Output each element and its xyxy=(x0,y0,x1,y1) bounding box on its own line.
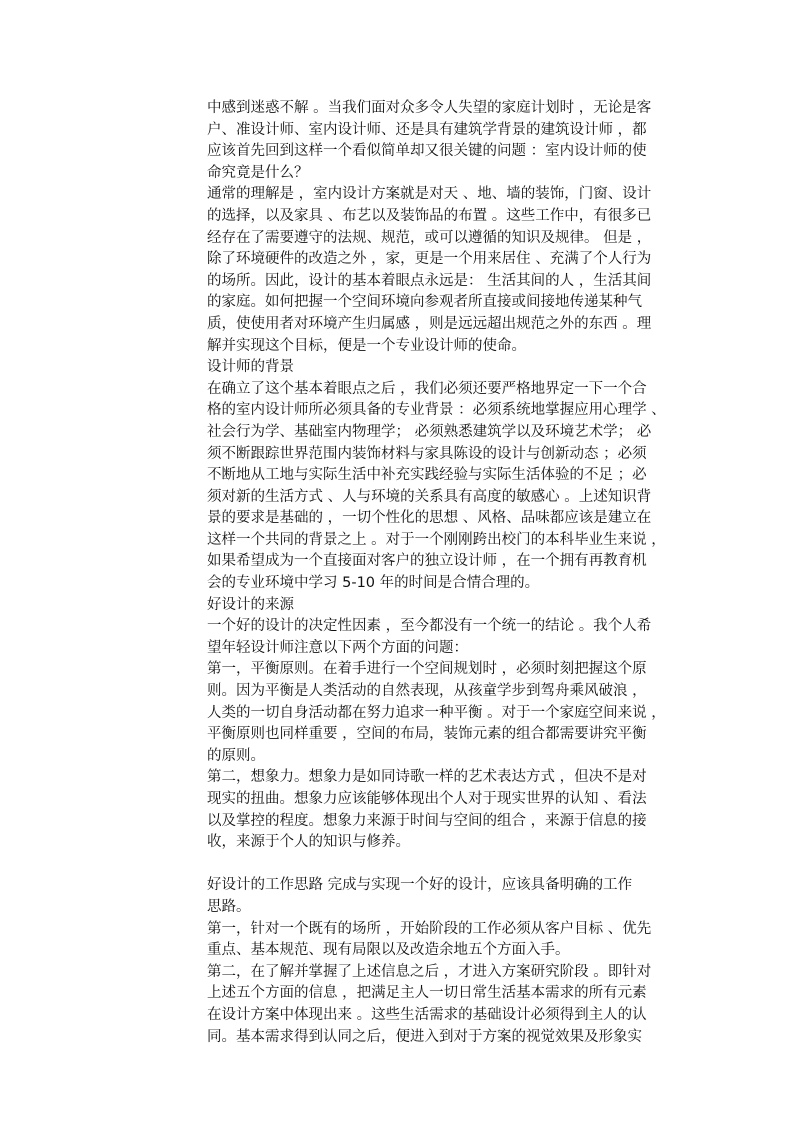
balance-paragraph xyxy=(207,659,667,767)
text-line: 望年轻设计师注意以下两个方面的问题： xyxy=(207,639,468,656)
text-line: 命究竟是什么？ xyxy=(207,164,309,181)
section-heading: 设计师的背景 xyxy=(207,359,294,376)
text-line: 上述五个方面的信息 ，把满足主人一切日常生活基本需求的所有元素 xyxy=(207,985,647,1002)
text-line: 解并实现这个目标，便是一个专业设计师的使命。 xyxy=(207,337,526,354)
text-line: 一个好的设计的决定性因素 ，至今都没有一个统一的结论 。我个人希 xyxy=(207,618,652,635)
intro-paragraph xyxy=(207,98,667,184)
heading-good-design-source xyxy=(207,595,667,617)
blank-line xyxy=(207,854,667,876)
text-line: 的原则。 xyxy=(207,747,265,764)
workflow-paragraph xyxy=(207,875,667,918)
background-paragraph xyxy=(207,379,667,595)
text-line: 通常的理解是 ，室内设计方案就是对天 、地、墙的装饰，门窗、设计 xyxy=(207,186,652,203)
text-line: 的家庭。如何把握一个空间环境向参观者所直接或间接地传递某种气 xyxy=(207,294,642,311)
text-line: 第一，针对一个既有的场所 ，开始阶段的工作必须从客户目标 、优先 xyxy=(207,920,652,937)
text-line: 在确立了这个基本着眼点之后 ，我们必须还要严格地界定一下一个合 xyxy=(207,380,647,397)
text-line: 以及掌控的程度。想象力来源于时间与空间的组合 ，来源于信息的接 xyxy=(207,812,647,829)
text-line: 经存在了需要遵守的法规、规范，或可以遵循的知识及规律。 但是 ， xyxy=(207,229,652,246)
text-line: 第二，在了解并掌握了上述信息之后 ，才进入方案研究阶段 。即针对 xyxy=(207,963,652,980)
text-line: 重点、基本规范、现有局限以及改造余地五个方面入手。 xyxy=(207,942,570,959)
text-line: 不断地从工地与实际生活中补充实践经验与实际生活体验的不足 ；必 xyxy=(207,467,647,484)
text-line: 同。基本需求得到认同之后，便进入到对于方案的视觉效果及形象实 xyxy=(207,1028,642,1045)
text-line: 第二，想象力。想象力是如同诗歌一样的艺术表达方式 ，但决不是对 xyxy=(207,769,647,786)
step-one-paragraph xyxy=(207,919,667,962)
text-line: 社会行为学、基础室内物理学； 必须熟悉建筑学以及环境艺术学； 必 xyxy=(207,423,652,440)
text-line: 户、准设计师、室内设计师、还是具有建筑学背景的建筑设计师 ，都 xyxy=(207,121,647,138)
text-line: 的选择，以及家具 、布艺以及装饰品的布置 。这些工作中，有很多已 xyxy=(207,207,652,224)
section-heading: 好设计的来源 xyxy=(207,596,294,613)
text-line: 则。因为平衡是人类活动的自然表现，从孩童学步到驾舟乘风破浪 ， xyxy=(207,683,647,700)
text-line: 第一，平衡原则。在着手进行一个空间规划时 ，必须时刻把握这个原 xyxy=(207,661,647,678)
heading-designer-background xyxy=(207,357,667,379)
text-line: 景的要求是基础的 ，一切个性化的思想 、风格、品味都应该是建立在 xyxy=(207,510,652,527)
document-body xyxy=(207,98,667,1048)
text-line: 收，来源于个人的知识与修养。 xyxy=(207,834,410,851)
text-line: 须对新的生活方式 、人与环境的关系具有高度的敏感心 。上述知识背 xyxy=(207,488,652,505)
text-line: 这样一个共同的背景之上 。对于一个刚刚跨出校门的本科毕业生来说 ， xyxy=(207,531,666,548)
text-line: 如果希望成为一个直接面对客户的独立设计师 ，在一个拥有再教育机 xyxy=(207,553,647,570)
text-line: 须不断跟踪世界范围内装饰材料与家具陈设的设计与创新动态 ；必须 xyxy=(207,445,647,462)
step-two-paragraph xyxy=(207,962,667,1048)
text-line: 在设计方案中体现出来 。这些生活需求的基础设计必须得到主人的认 xyxy=(207,1006,647,1023)
source-paragraph xyxy=(207,616,667,659)
text-line: 思路。 xyxy=(207,898,251,915)
text-line: 除了环境硬件的改造之外 ，家，更是一个用来居住 、充满了个人行为 xyxy=(207,251,652,268)
mission-paragraph xyxy=(207,184,667,357)
text-line: 质，使使用者对环境产生归属感 ，则是远远超出规范之外的东西 。理 xyxy=(207,315,652,332)
imagination-paragraph xyxy=(207,767,667,853)
text-line: 的场所。因此，设计的基本着眼点永远是： 生活其间的人 ，生活其间 xyxy=(207,272,652,289)
text-line: 现实的扭曲。想象力应该能够体现出个人对于现实世界的认知 、看法 xyxy=(207,791,647,807)
text-line: 格的室内设计师所必须具备的专业背景 ：必须系统地掌握应用心理学 、 xyxy=(207,402,666,419)
text-line: 中感到迷惑不解 。当我们面对众多令人失望的家庭计划时 ，无论是客 xyxy=(207,100,652,116)
text-line: 平衡原则也同样重要 ，空间的布局，装饰元素的组合都需要讲究平衡 xyxy=(207,726,647,743)
text-line: 好设计的工作思路 完成与实现一个好的设计，应该具备明确的工作 xyxy=(207,877,633,894)
text-line: 人类的一切自身活动都在努力追求一种平衡 。对于一个家庭空间来说 ， xyxy=(207,704,666,721)
text-line: 应该首先回到这样一个看似简单却又很关键的问题 ：室内设计师的使 xyxy=(207,143,647,160)
text-line: 会的专业环境中学习 5-10 年的时间是合情合理的。 xyxy=(207,575,540,592)
